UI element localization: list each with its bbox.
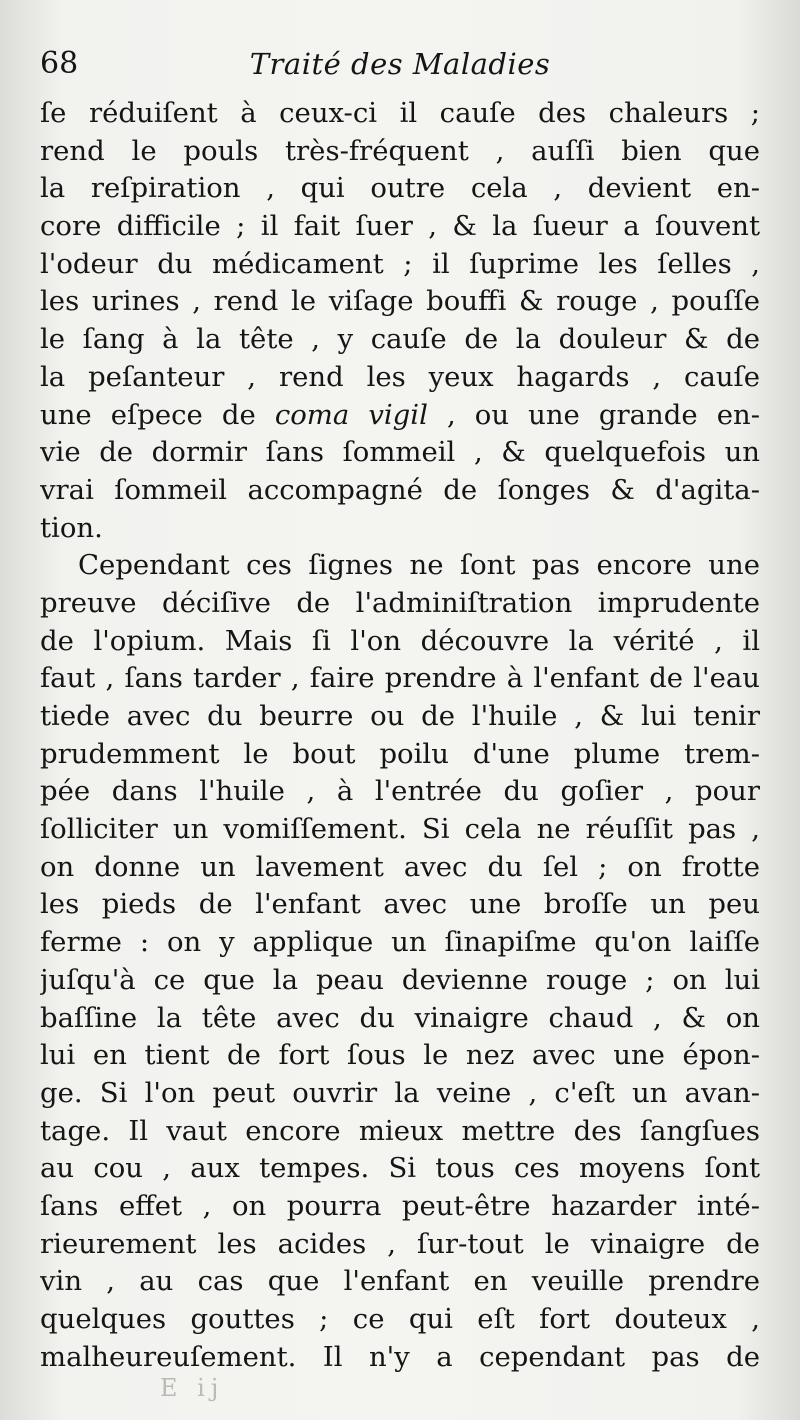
running-head bbox=[40, 44, 760, 84]
text-line: tiede avec du beurre ou de l'huile , & lui tenir bbox=[40, 700, 760, 732]
text-line: vrai ſommeil accompagné de ſonges & d'agita- bbox=[40, 473, 760, 506]
page-number: 68 bbox=[40, 46, 79, 81]
text-line: de l'opium. Mais ſi l'on découvre la vérité , il bbox=[40, 624, 760, 657]
text-line: l'odeur du médicament ; il ſuprime les ſelles , bbox=[40, 247, 760, 280]
text-line: ſans effet , on pourra peut-être hazarder inté- bbox=[40, 1189, 760, 1222]
text-line: rend le pouls très-fréquent , auſſi bien que bbox=[40, 134, 760, 167]
text-line: ſolliciter un vomiſſement. Si cela ne réuſſit pas , bbox=[40, 813, 760, 846]
running-title: Traité des Maladies bbox=[249, 47, 551, 81]
text-line: ferme : on y applique un ſinapiſme qu'on laiſſe bbox=[40, 926, 760, 959]
text-line: quelques gouttes ; ce qui eſt fort douteux , bbox=[40, 1303, 760, 1335]
text-line: la reſpiration , qui outre cela , devient en- bbox=[40, 172, 760, 205]
text-line: une eſpece de coma vigil , ou une grande en- bbox=[40, 398, 760, 431]
text-line: juſqu'à ce que la peau devienne rouge ; on lui bbox=[40, 963, 760, 996]
text-line: prudemment le bout poilu d'une plume trem- bbox=[40, 737, 760, 770]
text-line: baſſine la tête avec du vinaigre chaud , & on bbox=[40, 1001, 760, 1034]
italic-term: coma vigil bbox=[274, 398, 428, 431]
text-line: lui en tient de fort ſous le nez avec une épon- bbox=[40, 1039, 760, 1072]
text-line: vin , au cas que l'enfant en veuille prendre bbox=[40, 1265, 760, 1298]
text-line: rieurement les acides , ſur-tout le vinaigre de bbox=[40, 1227, 760, 1260]
body-text bbox=[40, 95, 760, 1376]
text-line: au cou , aux tempes. Si tous ces moyens ſont bbox=[40, 1152, 760, 1185]
text-line: faut , ſans tarder , faire prendre à l'enfant de l'eau bbox=[40, 662, 760, 695]
text-line: malheureuſement. Il n'y a cependant pas de bbox=[40, 1340, 760, 1373]
text-line: core difficile ; il fait ſuer , & la ſueur a ſouvent bbox=[40, 210, 760, 243]
text-line: les pieds de l'enfant avec une broſſe un peu bbox=[40, 888, 760, 921]
text-line: ſe réduiſent à ceux-ci il cauſe des chaleurs ; bbox=[40, 97, 760, 129]
text-line: ge. Si l'on peut ouvrir la veine , c'eſt un avan- bbox=[40, 1076, 760, 1109]
text-line: les urines , rend le viſage bouffi & rouge , pouſſe bbox=[40, 285, 760, 318]
text-line: preuve déciſive de l'adminiſtration imprudente bbox=[40, 586, 760, 619]
text-line: tion. bbox=[40, 511, 103, 544]
text-line: tage. Il vaut encore mieux mettre des ſangſues bbox=[40, 1114, 760, 1147]
text-line: le ſang à la tête , y cauſe de la douleur & de bbox=[40, 323, 760, 356]
text-line: on donne un lavement avec du ſel ; on frotte bbox=[40, 850, 760, 883]
text-line: pée dans l'huile , à l'entrée du goſier , pour bbox=[40, 775, 760, 808]
signature-mark: E ij bbox=[160, 1374, 225, 1402]
text-line: la peſanteur , rend les yeux hagards , cauſe bbox=[40, 360, 760, 393]
text-line: Cependant ces ſignes ne ſont pas encore une bbox=[78, 549, 760, 582]
text-line: vie de dormir ſans ſommeil , & quelquefois un bbox=[40, 436, 760, 469]
